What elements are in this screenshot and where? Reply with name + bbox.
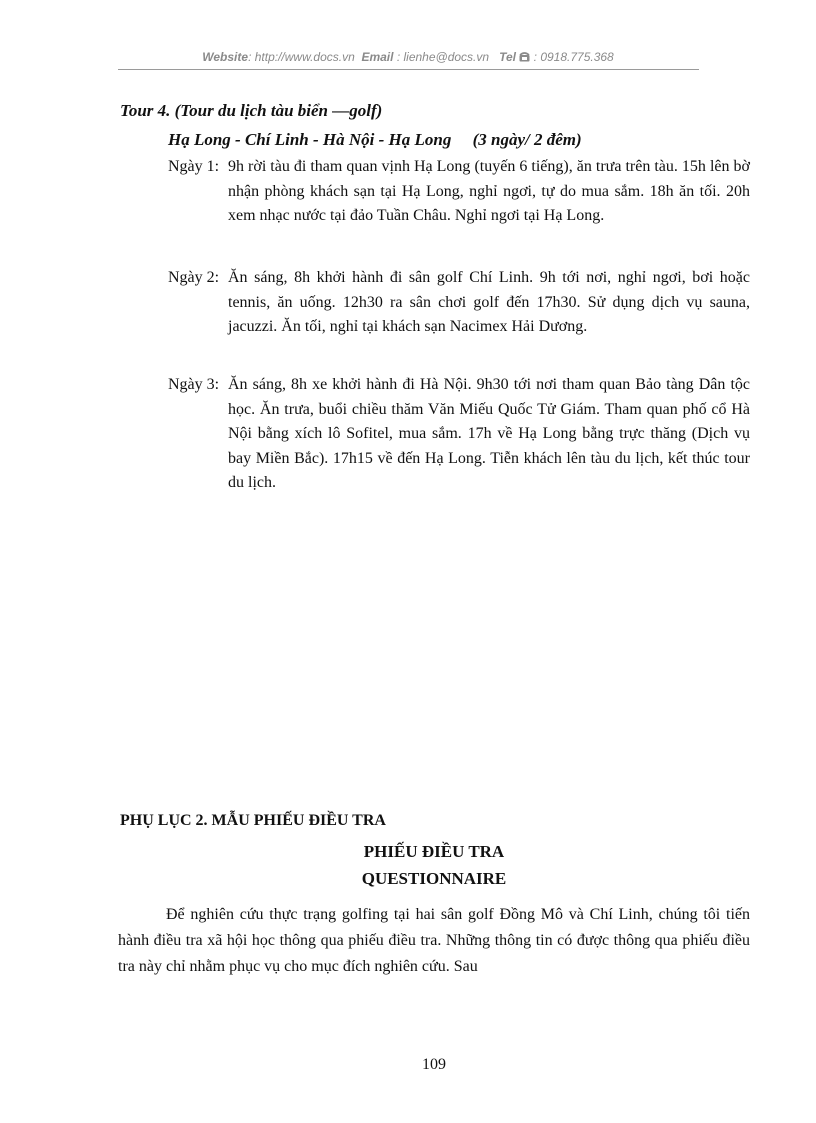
day-text: Ăn sáng, 8h khởi hành đi sân golf Chí Linh. 9h tới nơi, nghỉ ngơi, bơi hoặc tennis, ăn uống. 12h30 ra sân chơi golf đến 17h30. Sử dụng dịch vụ sauna, jacuzzi. Ăn tối, nghỉ tại khách sạn Nacimex Hải Dương.	[228, 269, 750, 335]
day-text: 9h rời tàu đi tham quan vịnh Hạ Long (tuyến 6 tiếng), ăn trưa trên tàu. 15h lên bờ nhận phòng khách sạn tại Hạ Long, nghỉ ngơi, tự do mua sắm. 18h ăn tối. 20h xem nhạc nước tại đảo Tuần Châu. Nghỉ ngơi tại Hạ Long.	[228, 158, 750, 224]
day-item	[168, 266, 750, 340]
website-value[interactable]: : http://www.docs.vn	[248, 50, 355, 64]
day-label: Ngày 3:	[168, 376, 220, 393]
intro-paragraph: Để nghiên cứu thực trạng golfing tại hai sân golf Đồng Mô và Chí Linh, chúng tôi tiến hành điều tra xã hội học thông qua phiếu điều tra. Những thông tin có được thông qua phiếu điều tra này chỉ nhằm phục vụ cho mục đích nghiên cứu. Sau	[118, 906, 750, 975]
page-number: 109	[422, 1056, 446, 1073]
day-label: Ngày 1:	[168, 158, 220, 175]
tel-value: : 0918.775.368	[533, 50, 614, 64]
header-divider	[118, 69, 699, 70]
day-item	[168, 373, 750, 496]
route-duration: (3 ngày/ 2 đêm)	[472, 130, 582, 149]
email-label: Email	[361, 50, 394, 64]
form-title: PHIẾU ĐIỀU TRA	[363, 842, 505, 861]
website-label: Website	[202, 50, 249, 64]
day-text: Ăn sáng, 8h xe khởi hành đi Hà Nội. 9h30 tới nơi tham quan Bảo tàng Dân tộc học. Ăn trưa, buổi chiều thăm Văn Miếu Quốc Tử Giám. Tham quan phố cổ Hà Nội bằng xích lô Sofitel, mua sắm. 17h về Hạ Long bằng trực thăng (Dịch vụ bay Miền Bắc). 17h15 về đến Hạ Long. Tiễn khách lên tàu du lịch, kết thúc tour du lịch.	[228, 376, 750, 491]
page-header	[118, 50, 698, 64]
form-subtitle: QUESTIONNAIRE	[361, 869, 507, 888]
day-label: Ngày 2:	[168, 269, 220, 286]
appendix-heading: PHỤ LỤC 2. MẪU PHIẾU ĐIỀU TRA	[120, 812, 386, 829]
phone-icon	[519, 50, 533, 64]
tel-label: Tel	[499, 50, 516, 64]
email-value[interactable]: : lienhe@docs.vn	[396, 50, 490, 64]
tour-route	[168, 130, 582, 150]
day-item	[168, 155, 750, 229]
route-name: Hạ Long - Chí Linh - Hà Nội - Hạ Long	[168, 130, 452, 149]
tour-title: Tour 4. (Tour du lịch tàu biển —golf)	[120, 101, 383, 120]
